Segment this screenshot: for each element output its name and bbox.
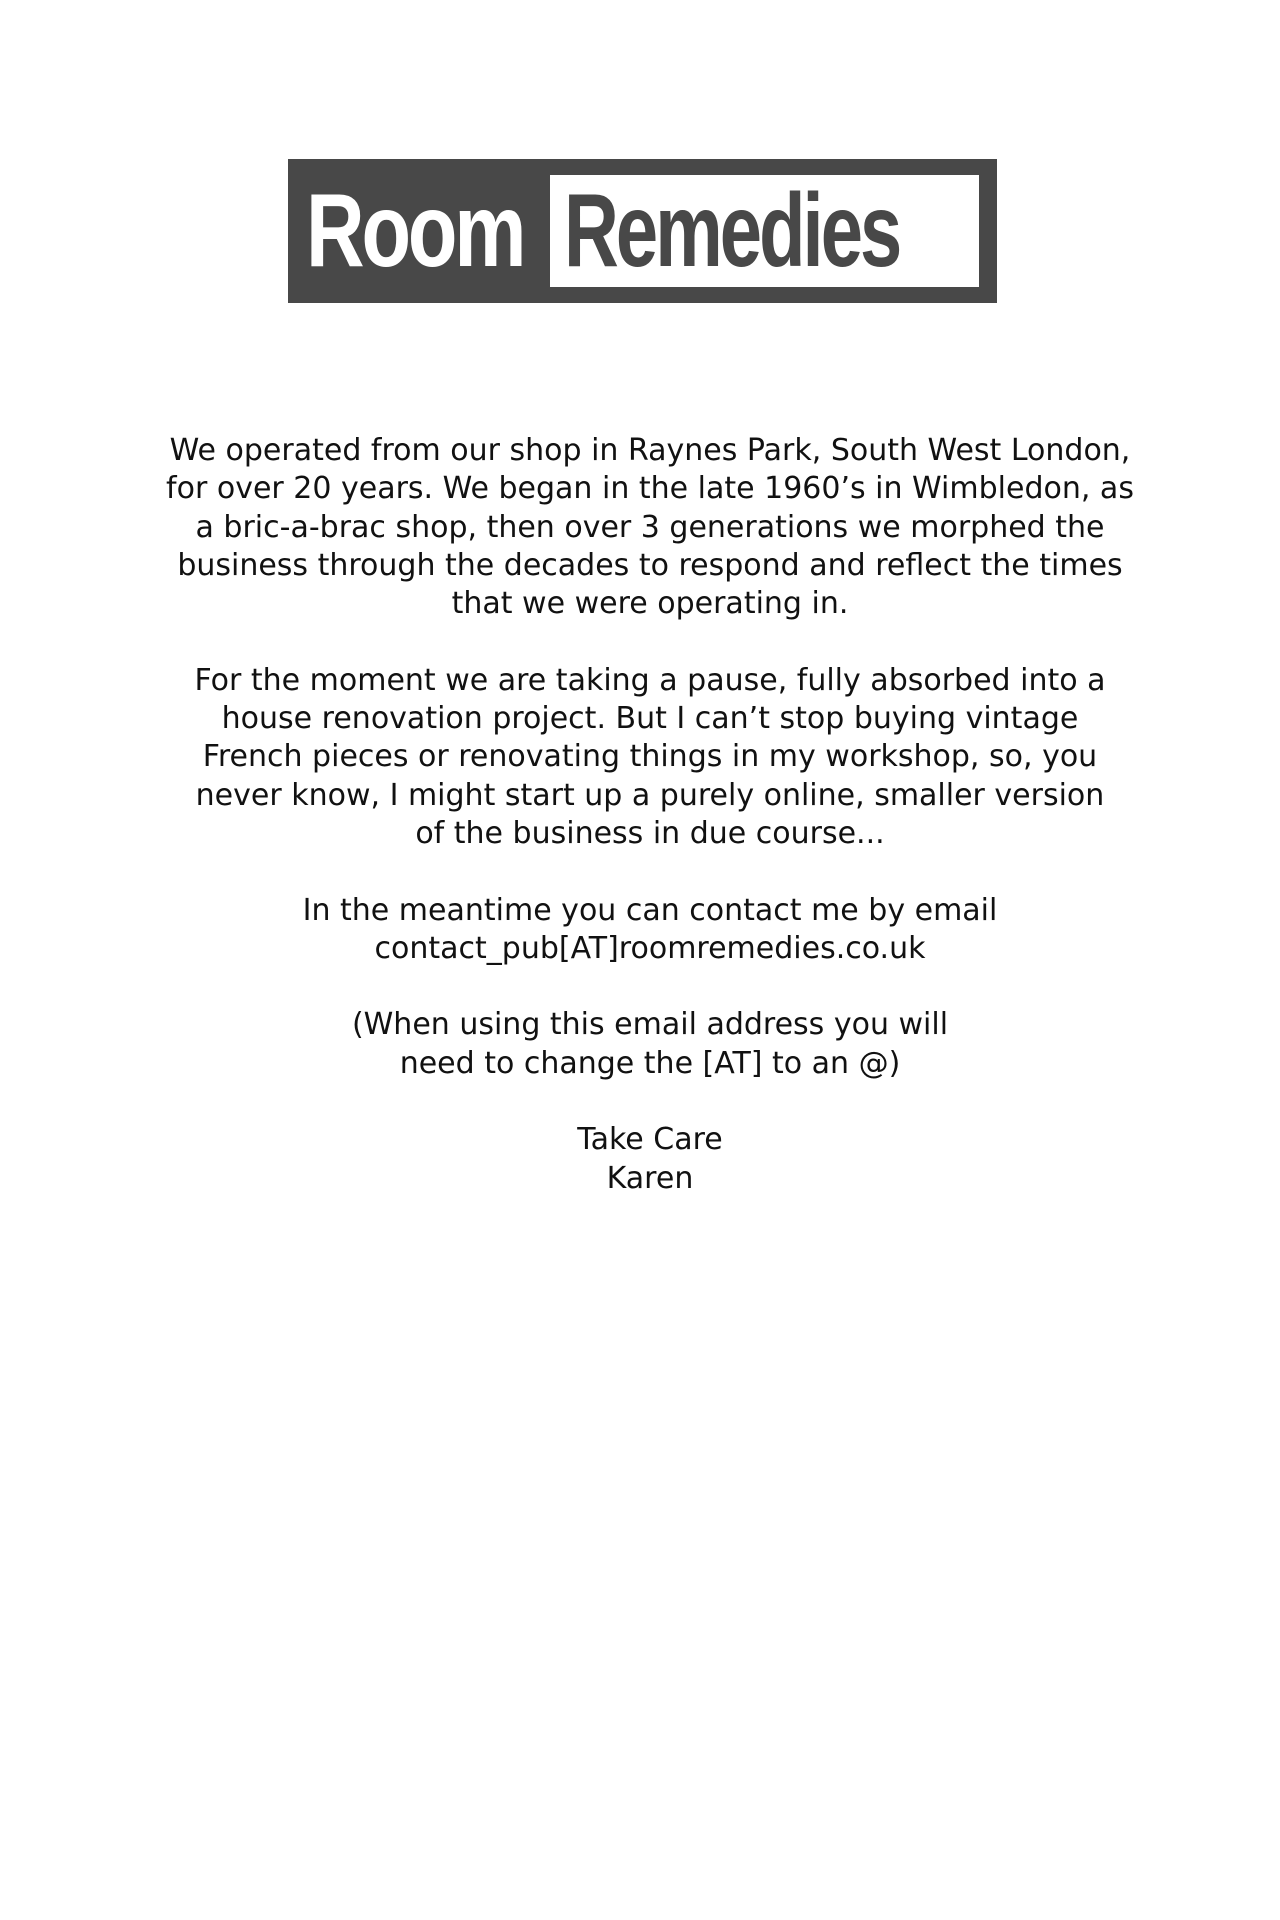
paragraph-pause [140, 662, 1160, 853]
note-line: (When using this email address you will [351, 1007, 949, 1043]
note-line: need to change the [AT] to an @) [399, 1045, 901, 1081]
signoff-name: Karen [606, 1160, 694, 1196]
logo-word-remedies: Remedies [564, 175, 900, 287]
contact-block [140, 892, 1160, 969]
logo-word-box [550, 175, 979, 287]
paragraph-line: of the business in due course... [415, 815, 885, 851]
email-note [140, 1006, 1160, 1083]
spacer [140, 623, 1160, 661]
signoff-text: Take Care [577, 1122, 723, 1158]
paragraph-history [140, 432, 1160, 623]
contact-intro: In the meantime you can contact me by email [302, 892, 998, 928]
contact-email: contact_pub[AT]roomremedies.co.uk [374, 930, 926, 966]
logo-word-room: Room [306, 173, 524, 289]
signoff [140, 1121, 1160, 1198]
logo-tab-accent [888, 287, 979, 303]
paragraph-line: For the moment we are taking a pause, fully absorbed into a [194, 662, 1106, 698]
paragraph-line: that we were operating in. [451, 586, 849, 622]
spacer [140, 1083, 1160, 1121]
room-remedies-logo [288, 159, 997, 303]
message-body [140, 432, 1160, 1198]
paragraph-line: for over 20 years. We began in the late 1960’s in Wimbledon, as [166, 471, 1134, 507]
paragraph-line: house renovation project. But I can’t stop buying vintage [221, 701, 1079, 737]
paragraph-line: We operated from our shop in Raynes Park, South West London, [169, 433, 1131, 468]
paragraph-line: never know, I might start up a purely online, smaller version [195, 777, 1105, 813]
spacer [140, 853, 1160, 891]
paragraph-line: French pieces or renovating things in my workshop, so, you [202, 739, 1098, 775]
paragraph-line: business through the decades to respond and reflect the times [177, 547, 1123, 583]
spacer [140, 968, 1160, 1006]
paragraph-line: a bric-a-brac shop, then over 3 generations we morphed the [195, 509, 1105, 545]
